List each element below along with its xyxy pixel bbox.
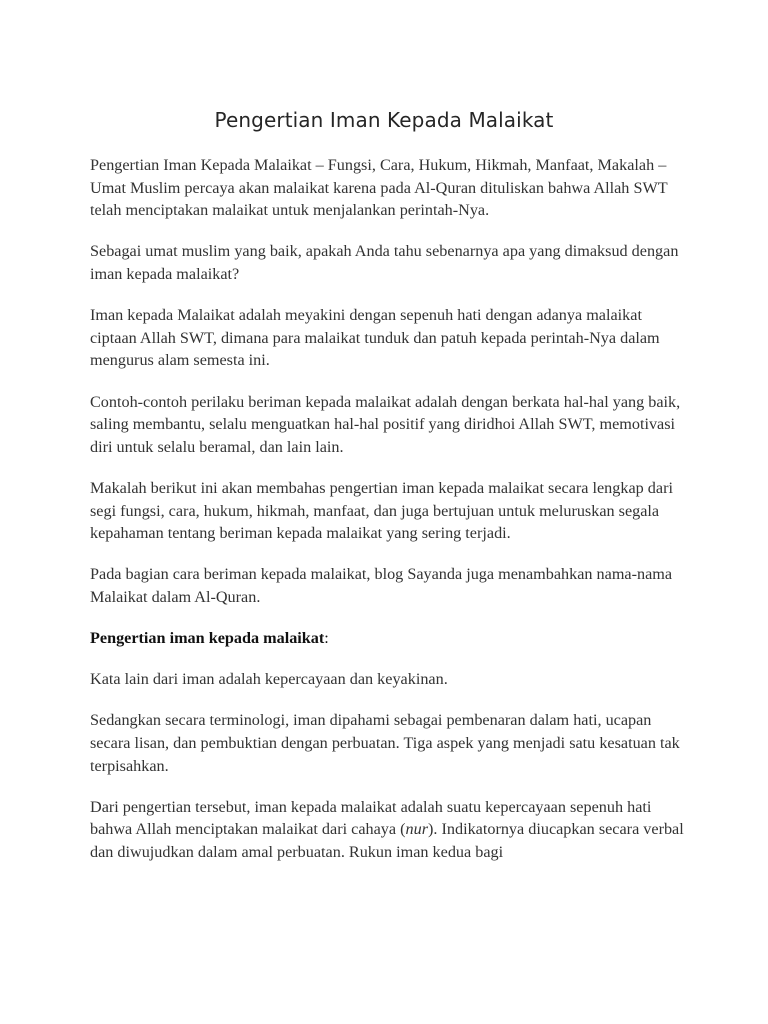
paragraph-intro: Pengertian Iman Kepada Malaikat – Fungsi, Cara, Hukum, Hikmah, Manfaat, Makalah – Umat Muslim percaya akan malaikat karena pada Al-Quran dituliskan bahwa Allah SWT telah menciptakan malaikat untuk menjalankan perintah-Nya. [90,156,668,220]
paragraph-definition: Iman kepada Malaikat adalah meyakini dengan sepenuh hati dengan adanya malaikat ciptaan Allah SWT, dimana para malaikat tunduk dan patuh kepada perintah-Nya dalam mengurus alam semesta ini. [90,306,660,370]
conclusion-text-end: ). Indikatornya diucapkan secara verbal dan diwujudkan dalam amal perbuatan. Rukun iman kedua bagi [90,820,684,861]
document-title: Pengertian Iman Kepada Malaikat [214,108,554,132]
paragraph-scope: Makalah berikut ini akan membahas pengertian iman kepada malaikat secara lengkap dari segi fungsi, cara, hukum, hikmah, manfaat, dan juga bertujuan untuk meluruskan segala kepahaman tentang beriman kepada malaikat yang sering terjadi. [90,478,673,543]
paragraph-question: Sebagai umat muslim yang baik, apakah Anda tahu sebenarnya apa yang dimaksud dengan iman kepada malaikat? [90,242,679,283]
section-heading-colon: : [324,629,329,648]
conclusion-text-start: Dari pengertian tersebut, iman kepada malaikat adalah suatu kepercayaan sepenuh hati bahwa Allah menciptakan malaikat dari cahaya ( [90,797,652,839]
paragraph-conclusion [90,796,690,864]
paragraph-examples: Contoh-contoh perilaku beriman kepada malaikat adalah dengan berkata hal-hal yang baik, saling membantu, selalu menguatkan hal-hal positif yang diridhoi Allah SWT, memotivasi diri untuk selalu beramal, dan lain lain. [90,392,681,456]
document-body [90,154,690,882]
paragraph-synonym: Kata lain dari iman adalah kepercayaan dan keyakinan. [90,670,448,689]
section-heading [90,627,690,650]
section-heading-text: Pengertian iman kepada malaikat [90,629,325,648]
conclusion-italic-term: nur [405,820,429,839]
paragraph-terminology: Sedangkan secara terminologi, iman dipahami sebagai pembenaran dalam hati, ucapan secara lisan, dan pembuktian dengan perbuatan. Tiga aspek yang menjadi satu kesatuan tak terpisahkan. [90,711,680,775]
paragraph-names: Pada bagian cara beriman kepada malaikat, blog Sayanda juga menambahkan nama-nama Malaikat dalam Al-Quran. [90,565,673,606]
